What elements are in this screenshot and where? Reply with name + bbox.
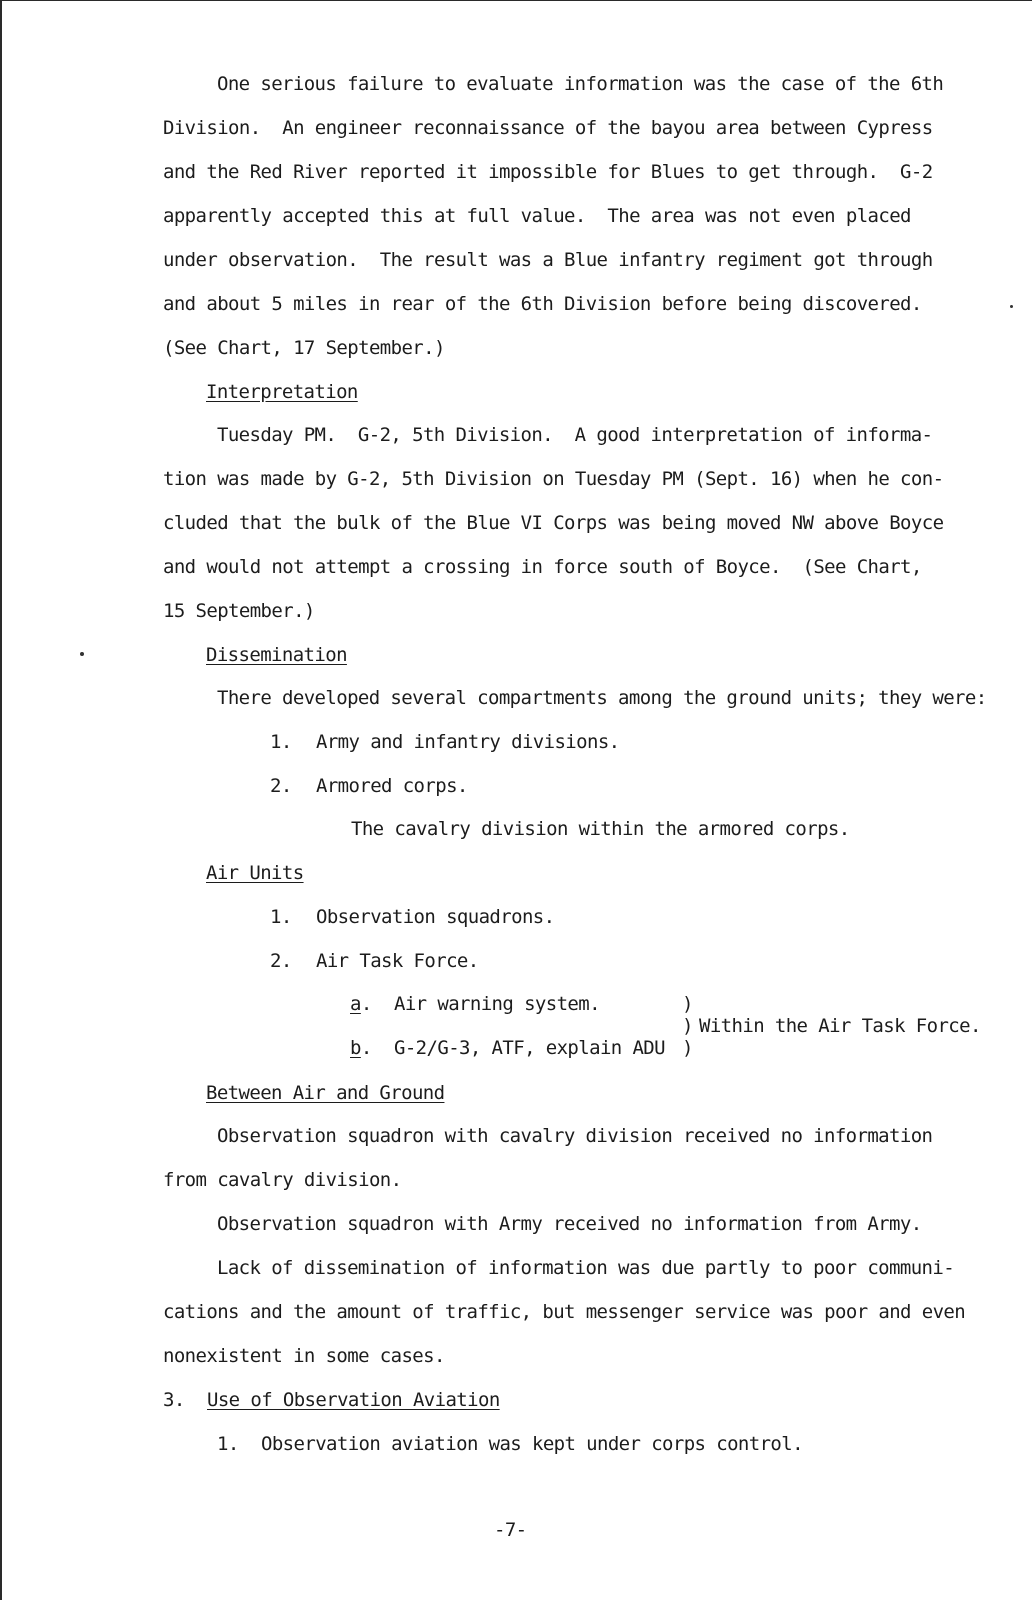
para2-line: and would not attempt a crossing in force south of Boyce. (See Chart, (163, 556, 922, 578)
para1-line: One serious failure to evaluate information was the case of the 6th (217, 73, 944, 95)
scan-speck (1010, 305, 1013, 308)
list-number: 1. (270, 906, 292, 928)
sub-letter: a. (350, 993, 372, 1015)
brace-mark: ) (682, 993, 693, 1015)
page-number: -7- (494, 1519, 527, 1541)
para6-line: nonexistent in some cases. (163, 1345, 445, 1367)
list-item: Air Task Force. (316, 950, 479, 972)
list-number: 2. (270, 950, 292, 972)
scan-speck (80, 652, 84, 656)
heading-between-air-ground: Between Air and Ground (206, 1082, 445, 1104)
list-number: 2. (270, 775, 292, 797)
para1-line: and the Red River reported it impossible for Blues to get through. G-2 (163, 161, 933, 183)
para1-line: (See Chart, 17 September.) (163, 337, 445, 359)
sub-item: G-2/G-3, ATF, explain ADU (394, 1037, 665, 1059)
list-item: Observation squadrons. (316, 906, 555, 928)
heading-dissemination: Dissemination (206, 644, 347, 666)
para6-line: cations and the amount of traffic, but messenger service was poor and even (163, 1301, 966, 1323)
sub-item: Air warning system. (394, 993, 600, 1015)
para2-line: Tuesday PM. G-2, 5th Division. A good interpretation of informa- (217, 424, 933, 446)
para4-line: Observation squadron with cavalry division received no information (217, 1125, 933, 1147)
list-number: 1. (270, 731, 292, 753)
list-number: 1. (217, 1433, 239, 1455)
list-item: Observation aviation was kept under corps control. (261, 1433, 803, 1455)
section-title: Use of Observation Aviation (207, 1389, 500, 1411)
para1-line: under observation. The result was a Blue infantry regiment got through (163, 249, 933, 271)
brace-mark: ) (682, 1015, 693, 1037)
para5: Observation squadron with Army received no information from Army. (217, 1213, 922, 1235)
list-item: Armored corps. (316, 775, 468, 797)
para4-line: from cavalry division. (163, 1169, 402, 1191)
section-number: 3. (163, 1389, 185, 1411)
para1-line: apparently accepted this at full value. The area was not even placed (163, 205, 911, 227)
brace-mark: ) (682, 1037, 693, 1059)
para6-line: Lack of dissemination of information was due partly to poor communi- (217, 1257, 955, 1279)
para2-line: tion was made by G-2, 5th Division on Tuesday PM (Sept. 16) when he con- (163, 468, 944, 490)
sub-letter: b. (350, 1037, 372, 1059)
heading-interpretation: Interpretation (206, 381, 358, 403)
ground-sub-item: The cavalry division within the armored corps. (351, 818, 850, 840)
list-item: Army and infantry divisions. (316, 731, 620, 753)
within-note: Within the Air Task Force. (699, 1015, 981, 1037)
para1-line: Division. An engineer reconnaissance of the bayou area between Cypress (163, 117, 933, 139)
para1-line: and about 5 miles in rear of the 6th Division before being discovered. (163, 293, 922, 315)
para2-line: 15 September.) (163, 600, 315, 622)
para2-line: cluded that the bulk of the Blue VI Corps was being moved NW above Boyce (163, 512, 944, 534)
heading-air-units: Air Units (206, 862, 304, 884)
para3: There developed several compartments among the ground units; they were: (217, 687, 987, 709)
